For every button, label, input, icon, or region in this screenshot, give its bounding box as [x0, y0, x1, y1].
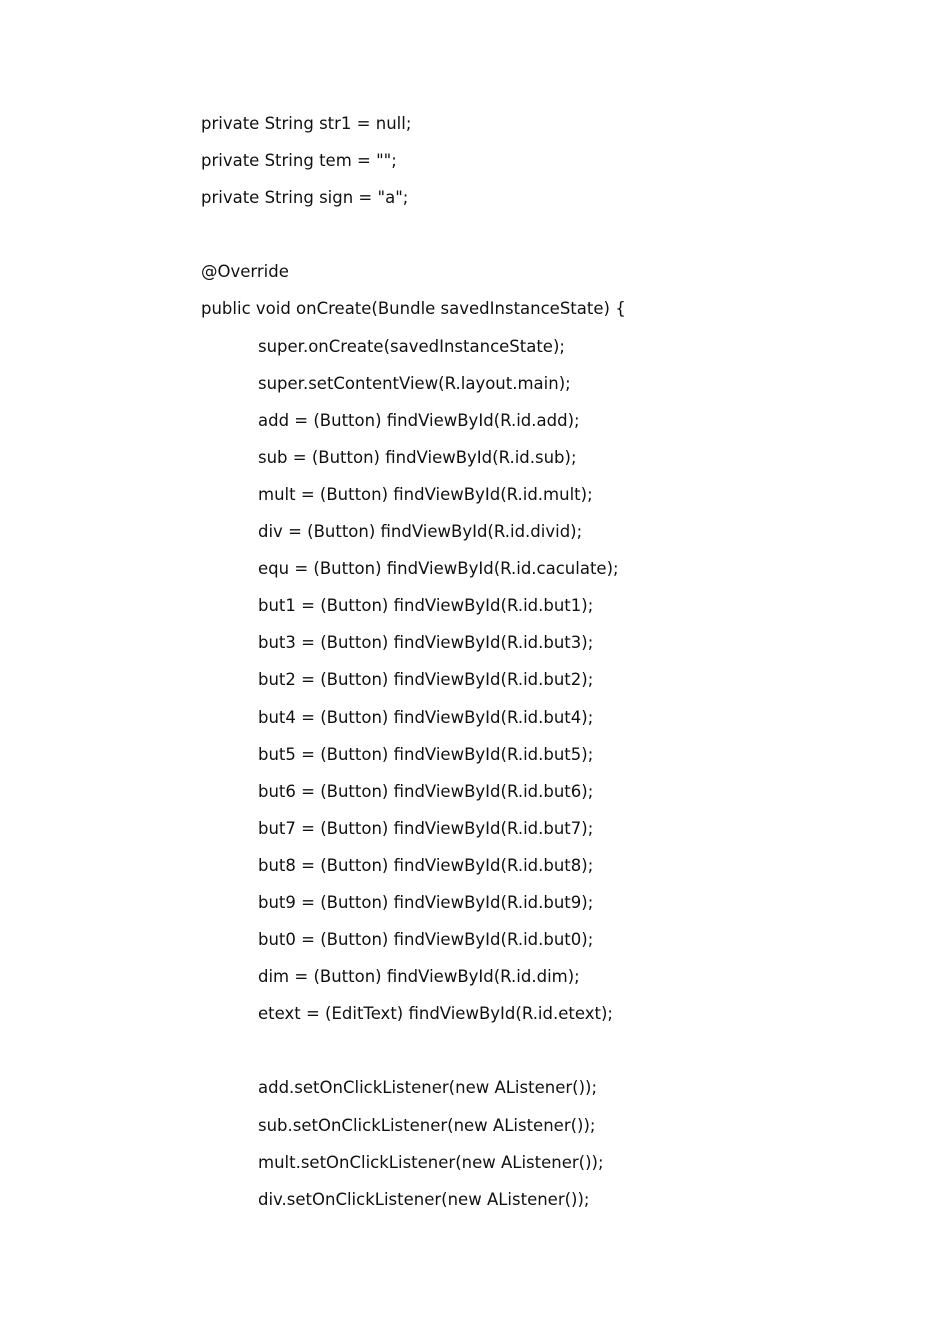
code-line: equ = (Button) findViewById(R.id.caculate); — [258, 559, 619, 579]
java-code-block — [201, 110, 821, 1223]
code-line: sub.setOnClickListener(new AListener()); — [258, 1115, 596, 1135]
code-line: but7 = (Button) findViewById(R.id.but7); — [258, 818, 594, 838]
code-line: super.setContentView(R.layout.main); — [258, 373, 571, 393]
code-line: sub = (Button) findViewById(R.id.sub); — [258, 447, 577, 467]
code-line: but9 = (Button) findViewById(R.id.but9); — [258, 892, 594, 912]
blank-code-line — [201, 1037, 821, 1074]
code-line: but4 = (Button) findViewById(R.id.but4); — [258, 707, 594, 727]
code-line: dim = (Button) findViewById(R.id.dim); — [258, 967, 580, 987]
code-line: but6 = (Button) findViewById(R.id.but6); — [258, 781, 594, 801]
code-line: div = (Button) findViewById(R.id.divid); — [258, 522, 583, 542]
code-line: mult.setOnClickListener(new AListener()); — [258, 1152, 604, 1172]
code-line: but3 = (Button) findViewById(R.id.but3); — [258, 633, 594, 653]
code-line: add.setOnClickListener(new AListener()); — [258, 1078, 597, 1098]
code-line: div.setOnClickListener(new AListener()); — [258, 1189, 590, 1209]
code-line: super.onCreate(savedInstanceState); — [258, 336, 565, 356]
code-line: mult = (Button) findViewById(R.id.mult); — [258, 484, 593, 504]
code-line: but8 = (Button) findViewById(R.id.but8); — [258, 855, 594, 875]
code-line: private String str1 = null; — [201, 114, 412, 133]
code-line: add = (Button) findViewById(R.id.add); — [258, 410, 580, 430]
code-line: etext = (EditText) findViewById(R.id.etext); — [258, 1004, 613, 1024]
code-line: but5 = (Button) findViewById(R.id.but5); — [258, 744, 594, 764]
code-line: private String tem = ""; — [201, 151, 397, 171]
code-line: but1 = (Button) findViewById(R.id.but1); — [258, 596, 594, 616]
code-line: but0 = (Button) findViewById(R.id.but0); — [258, 930, 594, 950]
code-line: but2 = (Button) findViewById(R.id.but2); — [258, 670, 594, 690]
code-line: private String sign = "a"; — [201, 188, 409, 208]
method-signature-line: public void onCreate(Bundle savedInstanceState) { — [201, 299, 626, 319]
blank-code-line — [201, 221, 821, 258]
annotation-line: @Override — [201, 262, 289, 282]
